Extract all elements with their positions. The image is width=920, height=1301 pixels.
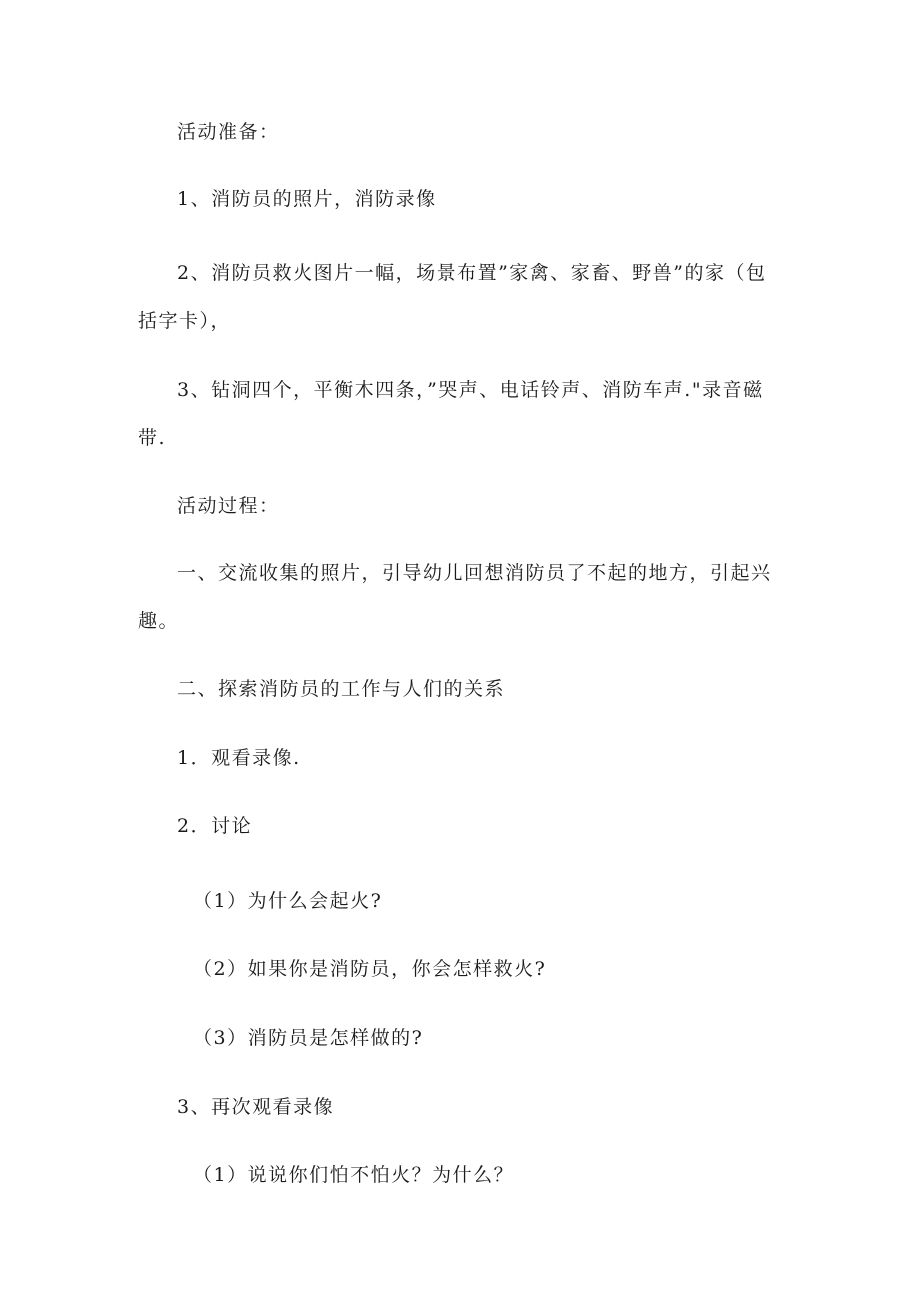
question-2: （2）如果你是消防员，你会怎样救火? — [193, 958, 547, 980]
process-heading: 活动过程： — [177, 495, 280, 517]
question-4: （1）说说你们怕不怕火？为什么？ — [193, 1164, 515, 1186]
step-2-1: 1．观看录像. — [177, 747, 301, 769]
step-1-line-2: 趣。 — [138, 610, 180, 632]
step-3: 3、再次观看录像 — [177, 1096, 335, 1118]
step-2-2: 2．讨论 — [177, 815, 253, 837]
step-2: 二、探索消防员的工作与人们的关系 — [177, 678, 506, 700]
prep-item-2-line-2: 括字卡）， — [138, 310, 232, 332]
prep-item-2-line-1: 2、消防员救火图片一幅，场景布置”家禽、家畜、野兽”的家（包 — [177, 262, 767, 284]
question-1: （1）为什么会起火? — [193, 890, 383, 912]
prep-item-3-line-2: 带. — [138, 427, 167, 449]
step-1-line-1: 一、交流收集的照片，引导幼儿回想消防员了不起的地方，引起兴 — [177, 562, 772, 584]
question-3: （3）消防员是怎样做的? — [193, 1027, 424, 1049]
prep-heading: 活动准备： — [177, 121, 280, 143]
prep-item-1: 1、消防员的照片，消防录像 — [177, 188, 437, 210]
prep-item-3-line-1: 3、钻洞四个，平衡木四条，”哭声、电话铃声、消防车声."录音磁 — [177, 379, 764, 401]
